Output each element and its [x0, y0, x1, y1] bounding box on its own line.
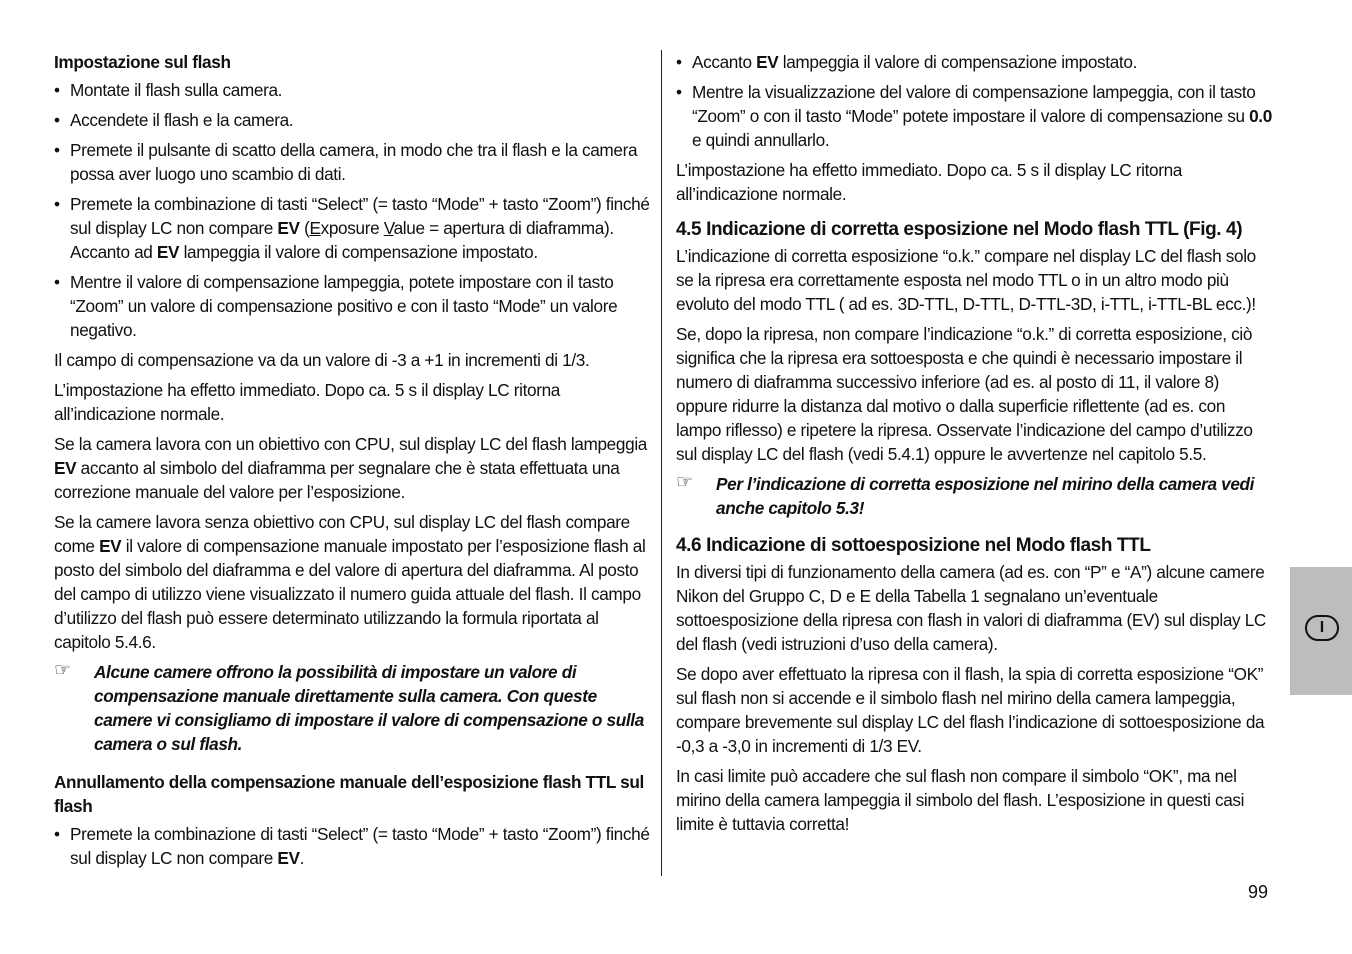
left-column: [54, 50, 654, 876]
page-number: 99: [1248, 882, 1269, 902]
note-camera-compensation: ☞ Alcune camere offrono la possibilità di impostare un valore di compensazione manuale direttamente sulla camera. Con queste camere vi consigliamo di impostare il valore di compensazione o sulla camera o sul flash.: [54, 660, 644, 754]
bullet-icon: •: [54, 140, 60, 160]
bullet-icon: •: [54, 194, 60, 214]
list-item: • Premete la combinazione di tasti “Select” (= tasto “Mode” + tasto “Zoom”) finché sul display LC non compare EV (Exposure Value = apertura di diaframma). Accanto ad EV lampeggia il valore di compensazione impostato.: [54, 194, 650, 262]
note-viewfinder: ☞ Per l’indicazione di corretta esposizione nel mirino della camera vedi anche capitolo 5.3!: [676, 472, 1255, 518]
section-heading-4-6: 4.6 Indicazione di sottoesposizione nel Modo flash TTL: [676, 535, 1151, 556]
paragraph-4-5-a: L’indicazione di corretta esposizione “o.k.” compare nel display LC del flash solo se la ripresa era correttamente esposta nel modo TTL o in un altro modo più evoluto del modo TTL ( ad es. 3D-TTL, D-TTL, D-TTL-3D, i-TTL, i-TTL-BL ecc.)!: [676, 246, 1256, 314]
paragraph-immediate: L’impostazione ha effetto immediato. Dopo ca. 5 s il display LC ritorna all’indicazione normale.: [54, 380, 561, 424]
section-tab-label: I: [1305, 615, 1339, 641]
bullet-icon: •: [54, 110, 60, 130]
bullet-icon: •: [676, 82, 682, 102]
paragraph-cpu: Se la camera lavora con un obiettivo con CPU, sul display LC del flash lampeggia EV accanto al simbolo del diaframma per segnalare che è stata effettuata una correzione manuale del valore per l’esposizione.: [54, 434, 647, 502]
heading-flash-setting: Impostazione sul flash: [54, 52, 231, 72]
list-item: • Accendete il flash e la camera.: [54, 110, 294, 130]
paragraph-4-6-a: In diversi tipi di funzionamento della camera (ad es. con “P” e “A”) alcune camere Nikon del Gruppo C, D e E della Tabella 1 segnalano un’eventuale sottoesposizione della ripresa con flash in valori di diaframma (EV) sul display LC del flash (vedi istruzioni d’uso della camera).: [676, 562, 1266, 654]
section-tab: [1290, 567, 1352, 695]
pointing-hand-icon: ☞: [676, 472, 693, 493]
bullet-icon: •: [676, 52, 682, 72]
bullet-icon: •: [54, 272, 60, 292]
bullet-icon: •: [54, 824, 60, 844]
paragraph-no-cpu: Se la camere lavora senza obiettivo con CPU, sul display LC del flash compare come EV il valore di compensazione manuale impostato per l’esposizione flash al posto del simbolo del diaframma e del valore di apertura del diaframma. Al posto del campo di utilizzo viene visualizzato il numero guida attuale del flash. Il campo d’utilizzo del flash può essere determinato utilizzando la formula riportata al capitolo 5.4.6.: [54, 512, 646, 652]
list-item: • Mentre il valore di compensazione lampeggia, potete impostare con il tasto “Zoom” un valore di compensazione positivo e con il tasto “Mode” un valore negativo.: [54, 272, 618, 340]
list-item: • Premete il pulsante di scatto della camera, in modo che tra il flash e la camera possa aver luogo uno scambio di dati.: [54, 140, 638, 184]
paragraph-4-6-b: Se dopo aver effettuato la ripresa con il flash, la spia di corretta esposizione “OK” sul flash non si accende e il simbolo flash nel mirino della camera lampeggia, compare brevemente sul display LC del flash l’indicazione di sottoesposizione da -0,3 a -3,0 in incrementi di 1/3 EV.: [676, 664, 1265, 756]
list-item: • Accanto EV lampeggia il valore di compensazione impostato.: [676, 52, 1137, 72]
list-item: • Mentre la visualizzazione del valore di compensazione lampeggia, con il tasto “Zoom” o con il tasto “Mode” potete impostare il valore di compensazione su 0.0 e quindi annullarlo.: [676, 82, 1272, 150]
bullet-icon: •: [54, 80, 60, 100]
list-item: • Premete la combinazione di tasti “Select” (= tasto “Mode” + tasto “Zoom”) finché sul display LC non compare EV.: [54, 824, 650, 868]
section-heading-4-5: 4.5 Indicazione di corretta esposizione nel Modo flash TTL (Fig. 4): [676, 219, 1243, 240]
right-column: [676, 50, 1274, 842]
column-divider: [661, 50, 662, 876]
paragraph-4-6-c: In casi limite può accadere che sul flash non compare il simbolo “OK”, ma nel mirino della camera lampeggia il simbolo del flash. L’esposizione in questi casi limite è tuttavia corretta!: [676, 766, 1245, 834]
pointing-hand-icon: ☞: [54, 660, 71, 681]
paragraph-4-5-b: Se, dopo la ripresa, non compare l’indicazione “o.k.” di corretta esposizione, ciò significa che la ripresa era sottoesposta e che quindi è necessario impostare il numero di diaframma successivo inferiore (ad es. al posto di 11, il valore 8) oppure ridurre la distanza dal motivo o dalla superficie riflettente (ad es. con lampo riflesso) e ripetere la ripresa. Osservate l’indicazione del campo d’utilizzo sul display LC del flash (vedi 5.4.1) oppure le avvertenze nel capitolo 5.5.: [676, 324, 1253, 464]
list-item: • Montate il flash sulla camera.: [54, 80, 283, 100]
paragraph-range: Il campo di compensazione va da un valore di -3 a +1 in incrementi di 1/3.: [54, 350, 590, 370]
paragraph-immediate: L’impostazione ha effetto immediato. Dopo ca. 5 s il display LC ritorna all’indicazione normale.: [676, 160, 1183, 204]
heading-cancel-compensation: Annullamento della compensazione manuale dell’esposizione flash TTL sul flash: [54, 772, 644, 816]
